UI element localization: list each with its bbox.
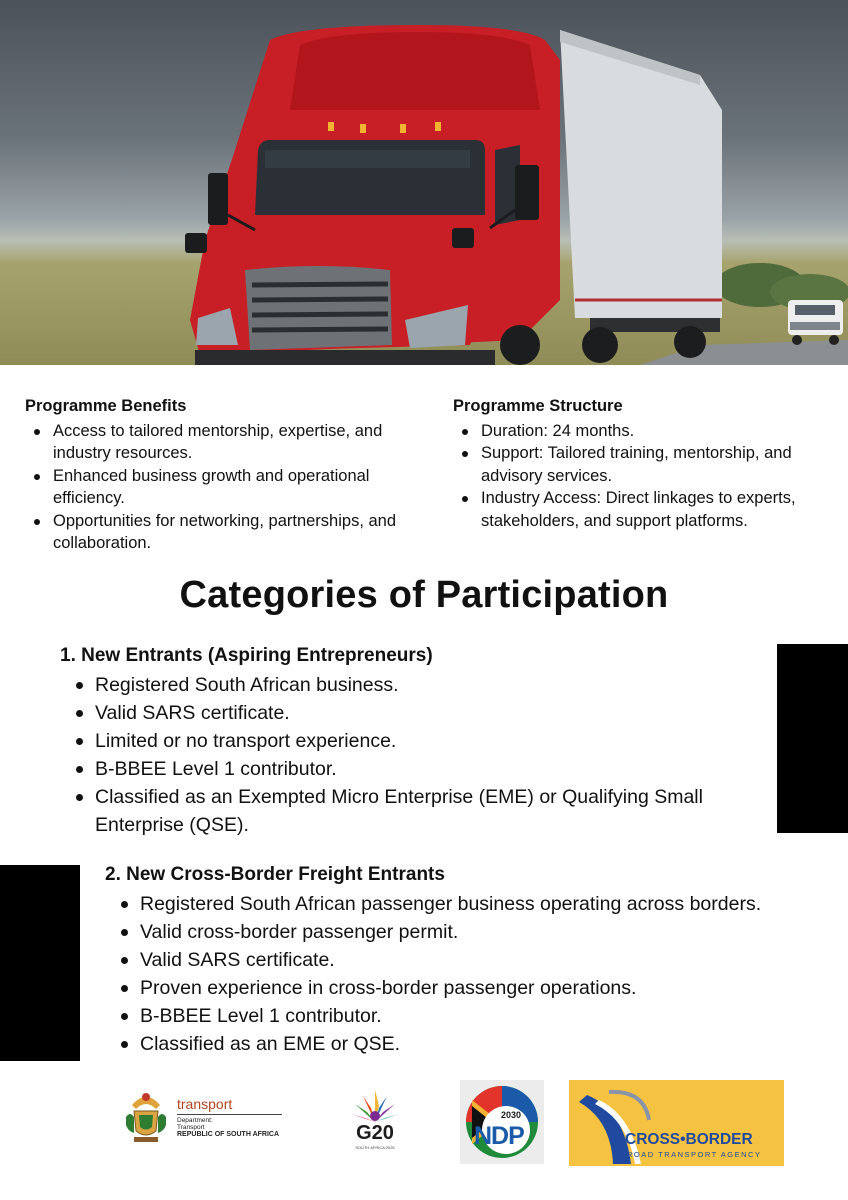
category-new-entrants: [60, 645, 780, 839]
ndp-year: 2030: [501, 1110, 522, 1120]
list-item: Valid SARS certificate.: [95, 699, 780, 727]
category-heading: 1. New Entrants (Aspiring Entrepreneurs): [60, 645, 433, 666]
list-item: Duration: 24 months.: [481, 420, 843, 443]
category-requirements-list: [60, 671, 780, 839]
category-cross-border-freight: [105, 864, 840, 1058]
list-item: Registered South African passenger business operating across borders.: [140, 890, 840, 918]
transport-department-label: Department: Transport: [177, 1117, 213, 1131]
list-item: Valid cross-border passenger permit.: [140, 918, 840, 946]
cross-border-agency-logo: [569, 1080, 784, 1166]
cbrta-subtitle: ROAD TRANSPORT AGENCY: [627, 1150, 762, 1159]
transport-wordmark: transport: [177, 1096, 233, 1112]
ndp-2030-logo: [460, 1080, 544, 1164]
truck-illustration: [0, 0, 848, 365]
list-item: Access to tailored mentorship, expertise, and industry resources.: [53, 420, 425, 465]
list-item: Classified as an Exempted Micro Enterprise (EME) or Qualifying Small Enterprise (QSE).: [95, 783, 780, 839]
list-item: Registered South African business.: [95, 671, 780, 699]
structure-list: [453, 420, 843, 533]
list-item: B-BBEE Level 1 contributor.: [95, 755, 780, 783]
list-item: Support: Tailored training, mentorship, and advisory services.: [481, 442, 843, 487]
decorative-black-bar-left: [0, 865, 80, 1061]
list-item: Opportunities for networking, partnerships, and collaboration.: [53, 510, 425, 555]
list-item: Limited or no transport experience.: [95, 727, 780, 755]
list-item: Classified as an EME or QSE.: [140, 1030, 840, 1058]
benefits-list: [25, 420, 425, 555]
decorative-black-bar-right: [777, 644, 848, 833]
department-of-transport-logo: [122, 1085, 292, 1150]
g20-wordmark: G20: [356, 1122, 394, 1144]
programme-benefits-section: [25, 395, 425, 555]
list-item: Enhanced business growth and operational efficiency.: [53, 465, 425, 510]
categories-title: Categories of Participation: [179, 574, 669, 616]
list-item: Proven experience in cross-border passenger operations.: [140, 974, 840, 1002]
structure-heading: Programme Structure: [453, 397, 623, 415]
coat-of-arms-icon: [122, 1087, 170, 1147]
g20-subtitle: SOUTH AFRICA 2025: [355, 1145, 395, 1150]
ndp-wordmark: NDP: [474, 1122, 524, 1150]
list-item: Valid SARS certificate.: [140, 946, 840, 974]
programme-structure-section: [453, 395, 843, 532]
category-heading: 2. New Cross-Border Freight Entrants: [105, 864, 445, 885]
protea-flower-icon: [345, 1088, 405, 1124]
hero-truck-image: [0, 0, 848, 365]
list-item: B-BBEE Level 1 contributor.: [140, 1002, 840, 1030]
g20-logo: [345, 1088, 405, 1156]
transport-country-label: REPUBLIC OF SOUTH AFRICA: [177, 1131, 280, 1138]
list-item: Industry Access: Direct linkages to experts, stakeholders, and support platforms.: [481, 487, 843, 532]
benefits-heading: Programme Benefits: [25, 397, 187, 415]
cbrta-name: CROSS•BORDER: [625, 1131, 753, 1148]
category-requirements-list: [105, 890, 840, 1058]
divider: [177, 1114, 282, 1115]
